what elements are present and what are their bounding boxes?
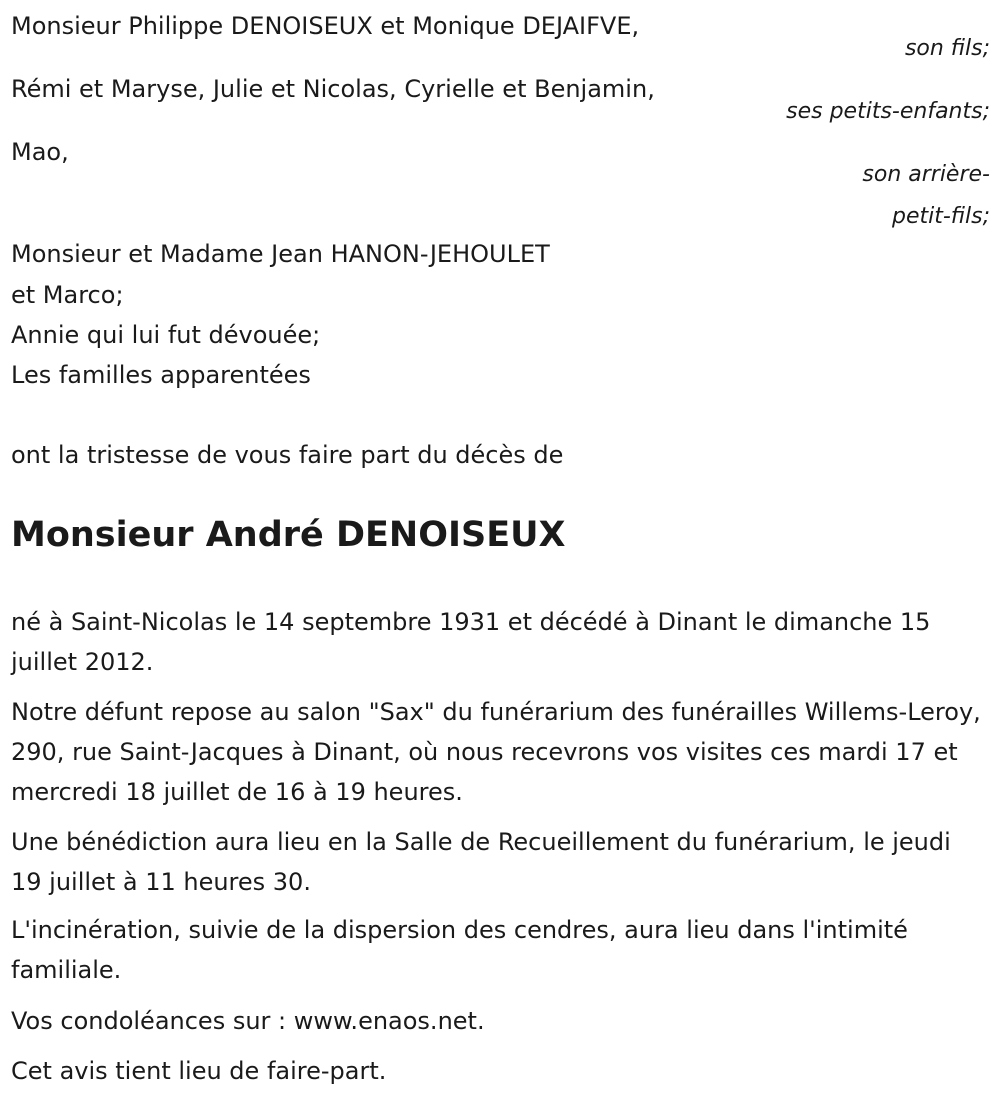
grandchildren-line: Rémi et Maryse, Julie et Nicolas, Cyrielle et Benjamin, <box>11 75 655 103</box>
blessing-paragraph: Une bénédiction aura lieu en la Salle de Recueillement du funérarium, le jeudi 19 juillet à 11 heures 30. <box>11 828 951 896</box>
other-family-line-3: Annie qui lui fut dévouée; <box>11 321 321 349</box>
visitation-paragraph: Notre défunt repose au salon "Sax" du funérarium des funérailles Willems-Leroy, 290, rue Saint-Jacques à Dinant, où nous recevrons vos visites ces mardi 17 et mercredi 18 juillet de 16 à 19 heures. <box>11 698 981 806</box>
other-family-line-1: Monsieur et Madame Jean HANON-JEHOULET <box>11 240 550 268</box>
other-family-line-2: et Marco; <box>11 281 124 309</box>
great-grandson-role-line-2: petit-fils; <box>891 204 990 229</box>
deceased-name: Monsieur André DENOISEUX <box>11 515 566 555</box>
other-family-line-4: Les familles apparentées <box>11 361 311 389</box>
great-grandson-role-line-1: son arrière- <box>862 162 990 187</box>
cremation-paragraph: L'incinération, suivie de la dispersion des cendres, aura lieu dans l'intimité familiale. <box>11 916 908 984</box>
birth-death-paragraph: né à Saint-Nicolas le 14 septembre 1931 et décédé à Dinant le dimanche 15 juillet 2012. <box>11 608 931 676</box>
great-grandson-line: Mao, <box>11 138 69 166</box>
son-line: Monsieur Philippe DENOISEUX et Monique DEJAIFVE, <box>11 12 640 40</box>
grandchildren-role: ses petits-enfants; <box>786 99 990 124</box>
son-role: son fils; <box>904 36 990 61</box>
condolences-paragraph: Vos condoléances sur : www.enaos.net. <box>11 1007 485 1035</box>
notice-paragraph: Cet avis tient lieu de faire-part. <box>11 1057 387 1085</box>
announcement-text: ont la tristesse de vous faire part du décès de <box>11 441 564 469</box>
